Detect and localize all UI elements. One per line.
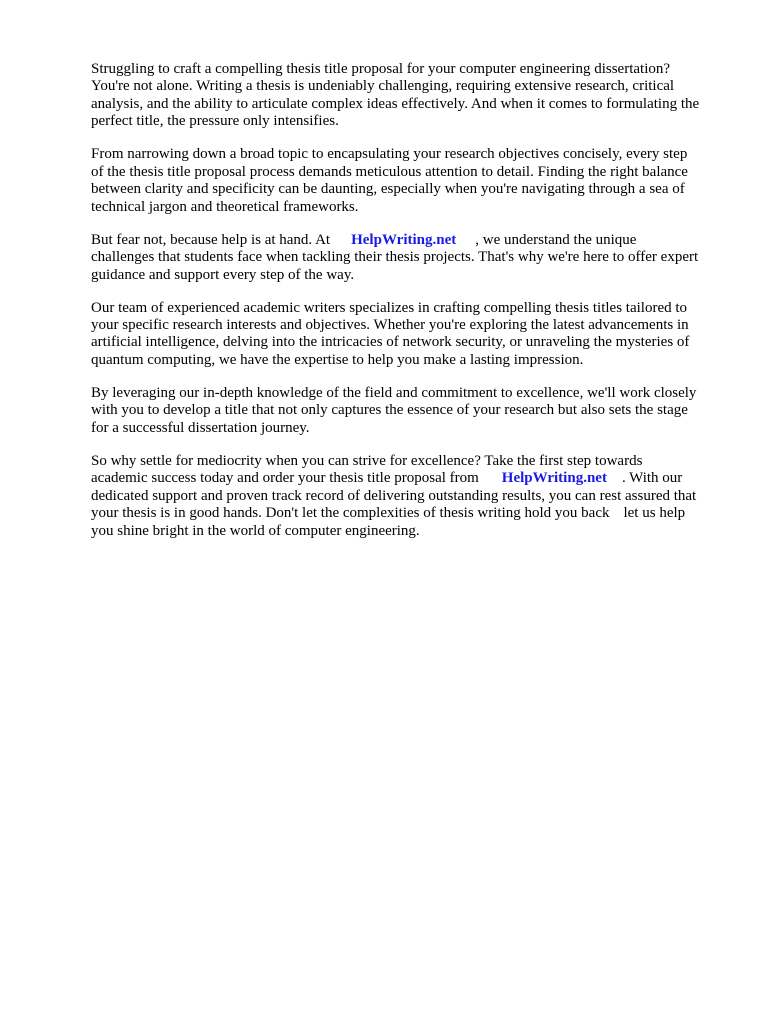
text-fragment: let us help — [623, 505, 686, 522]
helpwriting-link[interactable]: HelpWriting.net — [501, 470, 607, 487]
text-line: your specific research interests and objectives. Whether you're exploring the latest advancements in — [91, 317, 689, 334]
text-line: artificial intelligence, delving into the intricacies of network security, or unraveling the mysteries of — [91, 334, 690, 351]
text-line: guidance and support every step of the way. — [91, 266, 355, 283]
text-line — [91, 470, 731, 487]
text-fragment: your thesis is in good hands. Don't let the complexities of thesis writing hold you back — [91, 505, 610, 522]
text-line: between clarity and specificity can be daunting, especially when you're navigating through a sea of — [91, 181, 685, 198]
text-line: From narrowing down a broad topic to encapsulating your research objectives concisely, every step — [91, 146, 688, 163]
paragraph-conclusion — [91, 453, 731, 540]
text-line: you shine bright in the world of computer engineering. — [91, 522, 420, 539]
text-line: with you to develop a title that not only captures the essence of your research but also sets the stage — [91, 402, 688, 419]
text-line: technical jargon and theoretical frameworks. — [91, 198, 359, 215]
text-line — [91, 232, 731, 249]
document-body — [91, 61, 731, 556]
text-line: So why settle for mediocrity when you can strive for excellence? Take the first step towards — [91, 453, 643, 470]
text-line: perfect title, the pressure only intensifies. — [91, 113, 339, 130]
text-fragment: academic success today and order your thesis title proposal from — [91, 470, 479, 487]
text-line: Struggling to craft a compelling thesis title proposal for your computer engineering dissertation? — [91, 61, 671, 77]
helpwriting-link[interactable]: HelpWriting.net — [351, 231, 457, 248]
text-line: of the thesis title proposal process demands meticulous attention to detail. Finding the right balance — [91, 163, 688, 180]
text-line: dedicated support and proven track record of delivering outstanding results, you can rest assured that — [91, 487, 697, 504]
text-fragment: , we understand the unique — [475, 231, 637, 248]
paragraph-intro — [91, 61, 731, 131]
text-line: for a successful dissertation journey. — [91, 419, 310, 436]
text-line: By leveraging our in-depth knowledge of the field and commitment to excellence, we'll work closely — [91, 385, 697, 402]
text-line: analysis, and the ability to articulate complex ideas effectively. And when it comes to formulating the — [91, 95, 700, 112]
paragraph-challenge — [91, 146, 731, 216]
text-fragment: But fear not, because help is at hand. At — [91, 231, 331, 248]
text-line: Our team of experienced academic writers specializes in crafting compelling thesis titles tailored to — [91, 299, 688, 316]
text-line: quantum computing, we have the expertise to help you make a lasting impression. — [91, 351, 584, 368]
text-fragment: . With our — [621, 470, 683, 487]
paragraph-help — [91, 232, 731, 284]
text-line — [91, 505, 731, 522]
paragraph-expertise — [91, 385, 731, 437]
paragraph-team — [91, 300, 731, 370]
text-line: You're not alone. Writing a thesis is undeniably challenging, requiring extensive research, critical — [91, 78, 675, 95]
text-line: challenges that students face when tackling their thesis projects. That's why we're here to offer expert — [91, 249, 699, 266]
